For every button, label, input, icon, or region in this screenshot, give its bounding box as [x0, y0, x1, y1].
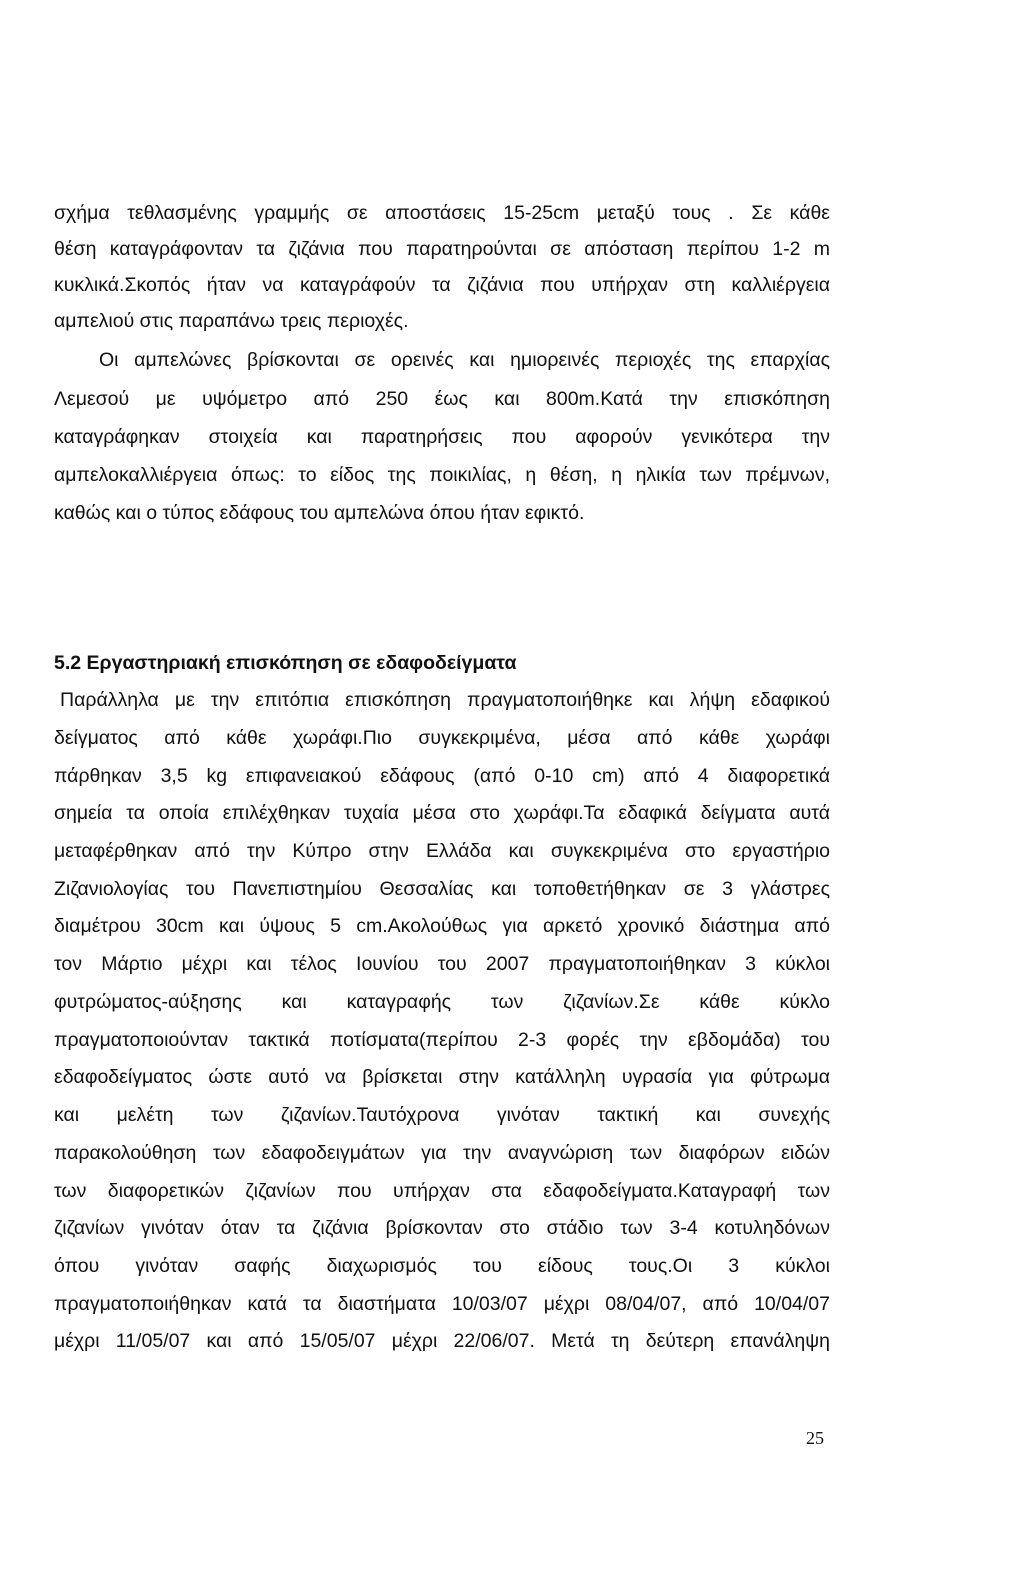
text-line: των διαφορετικών ζιζανίων που υπήρχαν στα εδαφοδείγματα.Καταγραφή των: [54, 1180, 830, 1202]
text-line: τον Μάρτιο μέχρι και τέλος Ιουνίου του 2007 πραγματοποιήθηκαν 3 κύκλοι: [54, 953, 830, 975]
text-line: σημεία τα οποία επιλέχθηκαν τυχαία μέσα στο χωράφι.Τα εδαφικά δείγματα αυτά: [54, 802, 830, 824]
text-line: κυκλικά.Σκοπός ήταν να καταγράφούν τα ζιζάνια που υπήρχαν στη καλλιέργεια: [54, 274, 830, 296]
text-line: Οι αμπελώνες βρίσκονται σε ορεινές και ημιορεινές περιοχές της επαρχίας: [99, 349, 830, 371]
page-number: 25: [806, 1428, 824, 1448]
text-line: εδαφοδείγματος ώστε αυτό να βρίσκεται στην κατάλληλη υγρασία για φύτρωμα: [54, 1066, 830, 1088]
text-line: όπου γινόταν σαφής διαχωρισμός του είδους τους.Οι 3 κύκλοι: [54, 1255, 830, 1277]
text-line: δείγματος από κάθε χωράφι.Πιο συγκεκριμένα, μέσα από κάθε χωράφι: [54, 727, 830, 749]
text-line: θέση καταγράφονταν τα ζιζάνια που παρατηρούνται σε απόσταση περίπου 1-2 m: [54, 238, 830, 260]
text-line: Ζιζανιολογίας του Πανεπιστημίου Θεσσαλίας και τοποθετήθηκαν σε 3 γλάστρες: [54, 878, 830, 900]
text-line: μέχρι 11/05/07 και από 15/05/07 μέχρι 22/06/07. Μετά τη δεύτερη επανάληψη: [54, 1330, 830, 1352]
text-line: πραγματοποιούνταν τακτικά ποτίσματα(περίπου 2-3 φορές την εβδομάδα) του: [54, 1029, 830, 1051]
text-line: μεταφέρθηκαν από την Κύπρο στην Ελλάδα και συγκεκριμένα στο εργαστήριο: [54, 840, 830, 862]
text-line: Παράλληλα με την επιτόπια επισκόπηση πραγματοποιήθηκε και λήψη εδαφικού: [60, 689, 830, 711]
text-line: αμπελιού στις παραπάνω τρεις περιοχές.: [54, 310, 409, 332]
text-line: ζιζανίων γινόταν όταν τα ζιζάνια βρίσκονταν στο στάδιο των 3-4 κοτυληδόνων: [54, 1217, 830, 1239]
text-line: αμπελοκαλλιέργεια όπως: το είδος της ποικιλίας, η θέση, η ηλικία των πρέμνων,: [54, 464, 830, 486]
text-line: διαμέτρου 30cm και ύψους 5 cm.Ακολούθως για αρκετό χρονικό διάστημα από: [54, 915, 830, 937]
text-line: πάρθηκαν 3,5 kg επιφανειακού εδάφους (από 0-10 cm) από 4 διαφορετικά: [54, 765, 830, 787]
text-line: και μελέτη των ζιζανίων.Ταυτόχρονα γινόταν τακτική και συνεχής: [54, 1104, 830, 1126]
text-line: καταγράφηκαν στοιχεία και παρατηρήσεις που αφορούν γενικότερα την: [54, 426, 830, 448]
section-heading: 5.2 Εργαστηριακή επισκόπηση σε εδαφοδείγματα: [54, 652, 517, 674]
text-line: πραγματοποιήθηκαν κατά τα διαστήματα 10/03/07 μέχρι 08/04/07, από 10/04/07: [54, 1293, 830, 1315]
text-line: σχήμα τεθλασμένης γραμμής σε αποστάσεις 15-25cm μεταξύ τους . Σε κάθε: [54, 202, 830, 224]
text-line: Λεμεσού με υψόμετρο από 250 έως και 800m.Κατά την επισκόπηση: [54, 388, 830, 410]
text-line: καθώς και ο τύπος εδάφους του αμπελώνα όπου ήταν εφικτό.: [54, 502, 585, 524]
text-line: φυτρώματος-αύξησης και καταγραφής των ζιζανίων.Σε κάθε κύκλο: [54, 991, 830, 1013]
text-line: παρακολούθηση των εδαφοδειγμάτων για την αναγνώριση των διαφόρων ειδών: [54, 1142, 830, 1164]
